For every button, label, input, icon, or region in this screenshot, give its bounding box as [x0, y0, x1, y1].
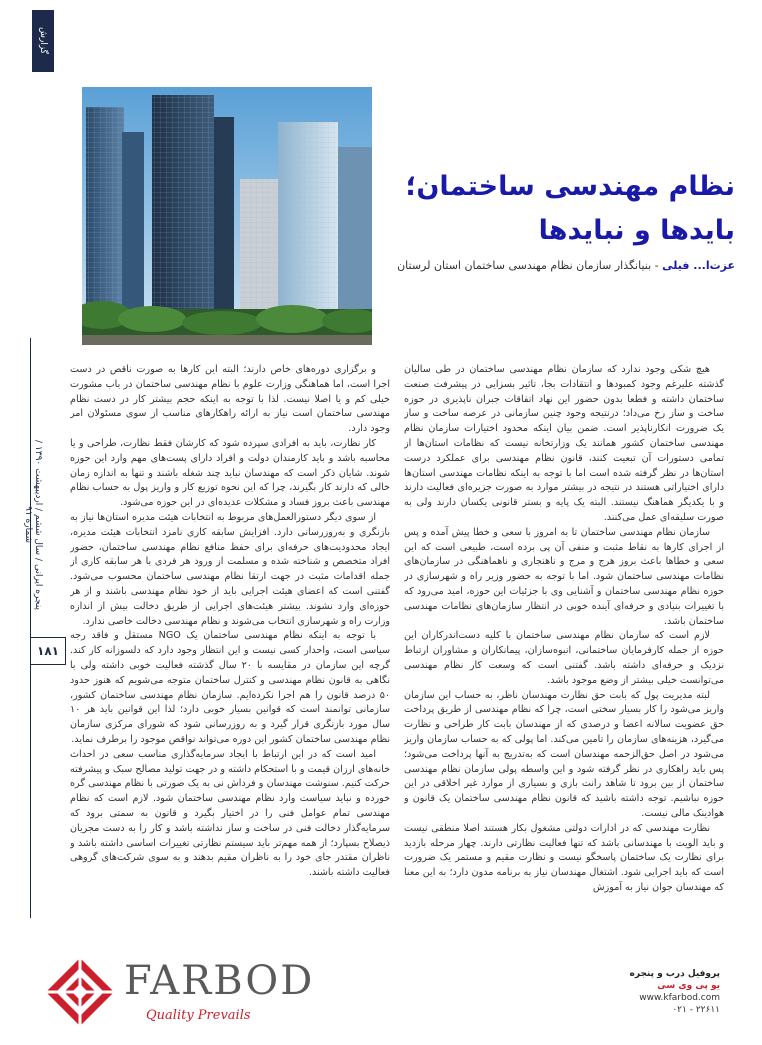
- brand-name: FARBOD: [124, 958, 315, 1004]
- section-tab-label: گزارش: [38, 27, 48, 55]
- article-author: [380, 259, 735, 272]
- article-paragraph: سازمان نظام مهندسی ساختمان تا به امروز با سعی و خطا پیش آمده و پس از اجرای کارها به نقاط مثبت و منفی آن پی برده است، طبیعی است که این سعی و خطاها باعث بروز هرج و مرج و ناهنجاری و ناهماهنگی در سازمان‌های نظامات مهندسی ساختمان شود. اما با توجه به حضور وزیر راه و شهرسازی در حوزه نظام مهندسی ساختمان و آشنایی وی با جزئیات این حوزه، امید می‌رود که با تغییرات بنیادی و حرفه‌ای آینده خوبی در انتظار سازمان‌های نظامات مهندسی ساختمان باشد.: [404, 526, 724, 627]
- farbod-logo-icon: [42, 954, 118, 1030]
- sidebar-issue-label: پنجره ایرانی / سال ششم / اردیبهشت ۱۳۹۰ / شماره ۹۱: [23, 439, 43, 610]
- sidebar-rule: [30, 338, 31, 918]
- article-paragraph: هیچ شکی وجود ندارد که سازمان نظام مهندسی ساختمان در طی سالیان گذشته علیرغم وجود کمبودها و انتقادات بجا، تاثیر بسزایی در پیشرفت صنعت ساختمان داشته و فطعا بدون حضور این نهاد اتفاقات جبران ناپذیری در حوزه ساخت و ساز رخ می‌داد؛ درنتیجه وجود چنین سازمانی در عرصه ساخت و ساز یک ضرورت انکارناپذیر است. ضمن بیان اینکه محدود اختیارات سازمان نظام مهندسی ساختمان کشور همانند یک وزارتخانه نیست که نظامات استان‌ها از تمامی دستورات آن تبعیت کنند، قانون نظام مهندسی برای عملکرد درست استان‌ها در نظر گرفته شده است اما با توجه به اینکه نظامات مهندسی استان‌ها دارای اختیاراتی هستند در نتیجه در بیشتر موارد به صورت جزیره‌ای فعالیت دارند و با یکدیگر هماهنگ نیستند. البته یک پایه و بستر قانونی یکسان دارند ولی به صورت سلیقه‌ای عمل می‌کنند.: [404, 364, 724, 523]
- article-paragraph: کار نظارت، باید به افرادی سپرده شود که کارشان فقط نظارت، طراحی و یا محاسبه باشد و باید کارمندان دولت و افراد دارای پست‌های مهم وارد این حوزه شوند. شایان ذکر است که مهندسان نباید چند شغله باشند و تنها به اندازه زمان خالی که دارند کار بگیرند، چرا که این نحوه توزیع کار و واریز پول به حساب نظام مهندسی باعث بروز فساد و مشکلات عدیده‌ای در این حوزه می‌شود.: [70, 437, 390, 509]
- article-paragraph: با توجه به اینکه نظام مهندسی ساختمان یک NGO مستقل و فاقد رجه سیاسی است، واحدار کسی نیست و این انتظار وجود دارد که دلسوزانه کار کند. گرچه این سازمان در مقایسه با ۲۰ سال گذشته فعالیت خوبی داشته ولی با نگاهی به قانون نظام مهندسی و کنترل ساختمان متوجه می‌شویم که هنوز حدود ۵۰ درصد قانون را هم اجرا نکرده‌ایم. سازمان نظام مهندسی ساختمان کشور، سازمانی توانمند است که قوانین بسیار خوبی دارد؛ لذا این قوانین باید هر ۱۰ سال مورد بازنگری قرار گیرد و به روزرسانی شود که شورای مرکزی سازمان نظام مهندسی ساختمان کشور این دوره می‌تواند نواقص موجود را برطرف نماید.: [70, 630, 390, 745]
- author-role: - بنیانگذار سازمان نظام مهندسی ساختمان استان لرستان: [397, 259, 659, 272]
- advert-website: www.kfarbod.com: [639, 993, 720, 1003]
- advert-material: یو پی وی سی: [657, 981, 720, 991]
- advert-phone: ۰۲۱ - ۲۲۶۱۱: [672, 1005, 720, 1015]
- article-paragraph: لبته مدیریت پول که بابت حق نظارت مهندسان ناظر، به حساب این سازمان واریز می‌شود را کار بسیار سختی است، چرا که نظام مهندسی از طریق پرداخت حق عضویت سالانه اعضا و درصدی که از مهندسان بابت کار طراحی و نظارت می‌گیرد، هزینه‌های سازمان را تامین می‌کند. اما پولی که به حساب سازمان واریز می‌شود در اصل حق‌الزحمه مهندسان است که به‌تدریج به آنها پرداخت می‌شود؛ پس باید راهکاری در نظر گرفته شود و این واسطه پولی سازمان نظام مهندسی ساختمان از بین برود تا شاهد رانت بازی و بسیاری از موارد غیر اخلاقی در این حوزه نباشیم. توجه داشته باشید که قانون نظام مهندسی ساختمان یک قانون و هوادینک مالی نیست.: [404, 689, 724, 819]
- farbod-advert: [0, 940, 762, 1045]
- page-number: ۱۸۱: [30, 637, 66, 665]
- article-title: [380, 165, 735, 253]
- article-title-line1: نظام مهندسی ساختمان؛: [405, 171, 735, 202]
- author-name: عزت‌ا... فیلی: [662, 259, 735, 272]
- article-paragraph: از سوی دیگر دستورالعمل‌های مربوط به انتخابات هیئت مدیره استان‌ها نیاز به بازنگری و به‌روزرسانی دارد. افزایش سابقه کاری نامزد انتخابات هیئت مدیره، ایجاد محدودیت‌های حرفه‌ای برای حفظ منافع نظام مهندسی ساختمان، حضور افراد متخصص و شناخته شده و مسلمت از ورود هر فردی با هر سابقه کاری از جمله اقدامات مثبت در جهت ارتقا نظام مهندسی ساختمان محسوب می‌شود. گفتنی است که اعضای هیئت اجرایی باید از خود نظام مهندسی باشند و از هر حوزه‌ای وارد نشوند. بیشتر هیئت‌های اجرایی از طریق دخالت بیش از اندازه وزارت راه و شهرسازی انتخاب می‌شوند و نظام مهندسی دخالت خاصی ندارد.: [70, 511, 390, 627]
- article-photo: [82, 87, 372, 345]
- article-column-right: [404, 363, 724, 915]
- article-paragraph: نظارت مهندسی که در ادارات دولتی مشغول بکار هستند اصلا منطقی نیست و باید الویت با مهندسانی باشد که تنها فعالیت نظارتی دارند. چهار مرحله بازدید برای نظارت یک ساختمان پاسخگو نیست و نظارت مقیم و مستمر یک ضرورت است که باید اجرایی شود. اشتغال مهندسان نیاز به برنامه مدون دارد؛ به این معنا که مهندسان جوان نیاز به آموزش: [404, 822, 724, 893]
- article-paragraph: امید است که در این ارتباط با ایجاد سرمایه‌گذاری مناسب سعی در احداث خانه‌های ارزان قیمت و با استحکام داشته و در جهت تولید مصالح سبک و پیشرفته حرکت کنیم. سنوشت مهندسان و فرداش نی به یک صورتی با نظام مهندسی گره خورده و نباید سیاست وارد نظام مهندسی ساختمان شود. لازم است که نظام مهندسی تمام عوامل فنی را در اختیار بگیرد و قانون به سمتی برود که سرمایه‌گذار دخالت فنی در ساخت و ساز نداشته باشد و کار را به دست مجریان ذیصلاح بسپارد؛ از همه مهم‌تر باید سیستم نظارتی تغییرات اساسی داشته باشد و ناظران مقتدر جای خود را به ناظران مقیم بدهند و به سوی شرکت‌های گروهی فعالیت داشته باشند.: [70, 748, 390, 879]
- advert-contact: [590, 968, 720, 1016]
- article-paragraph: لازم است که سازمان نظام مهندسی ساختمان با کلیه دست‌اندرکاران این حوزه از جمله کارفرمایان ساختمانی، انبوه‌سازان، پیمانکاران و مشاوران ارتباط نزدیک و حرفه‌ای داشته باشد. گفتنی است که وسعت کار نظام مهندسی می‌توانست خیلی بیشتر از وضع موجود باشد.: [404, 630, 724, 686]
- article-paragraph: و برگزاری دوره‌های خاص دارند؛ البته این کارها به صورت ناقص در دست اجرا است، اما هماهنگی وزارت علوم با نظام مهندسی ساختمان در باب مشورت خیلی کم و یا اصلا نیست. لذا با توجه به اینکه حجم بیشتر کار در دست نظام مهندسی ساختمان است نیاز به ارائه راهکارهای مناسب از سوی مسئولان امر وجود دارد.: [70, 364, 390, 435]
- brand-tagline: Quality Prevails: [146, 1008, 251, 1023]
- article-title-line2: بایدها و نبایدها: [538, 215, 735, 246]
- article-column-left: [70, 363, 390, 915]
- advert-product: پروفیل درب و پنجره: [629, 969, 720, 979]
- section-tab: [32, 10, 54, 72]
